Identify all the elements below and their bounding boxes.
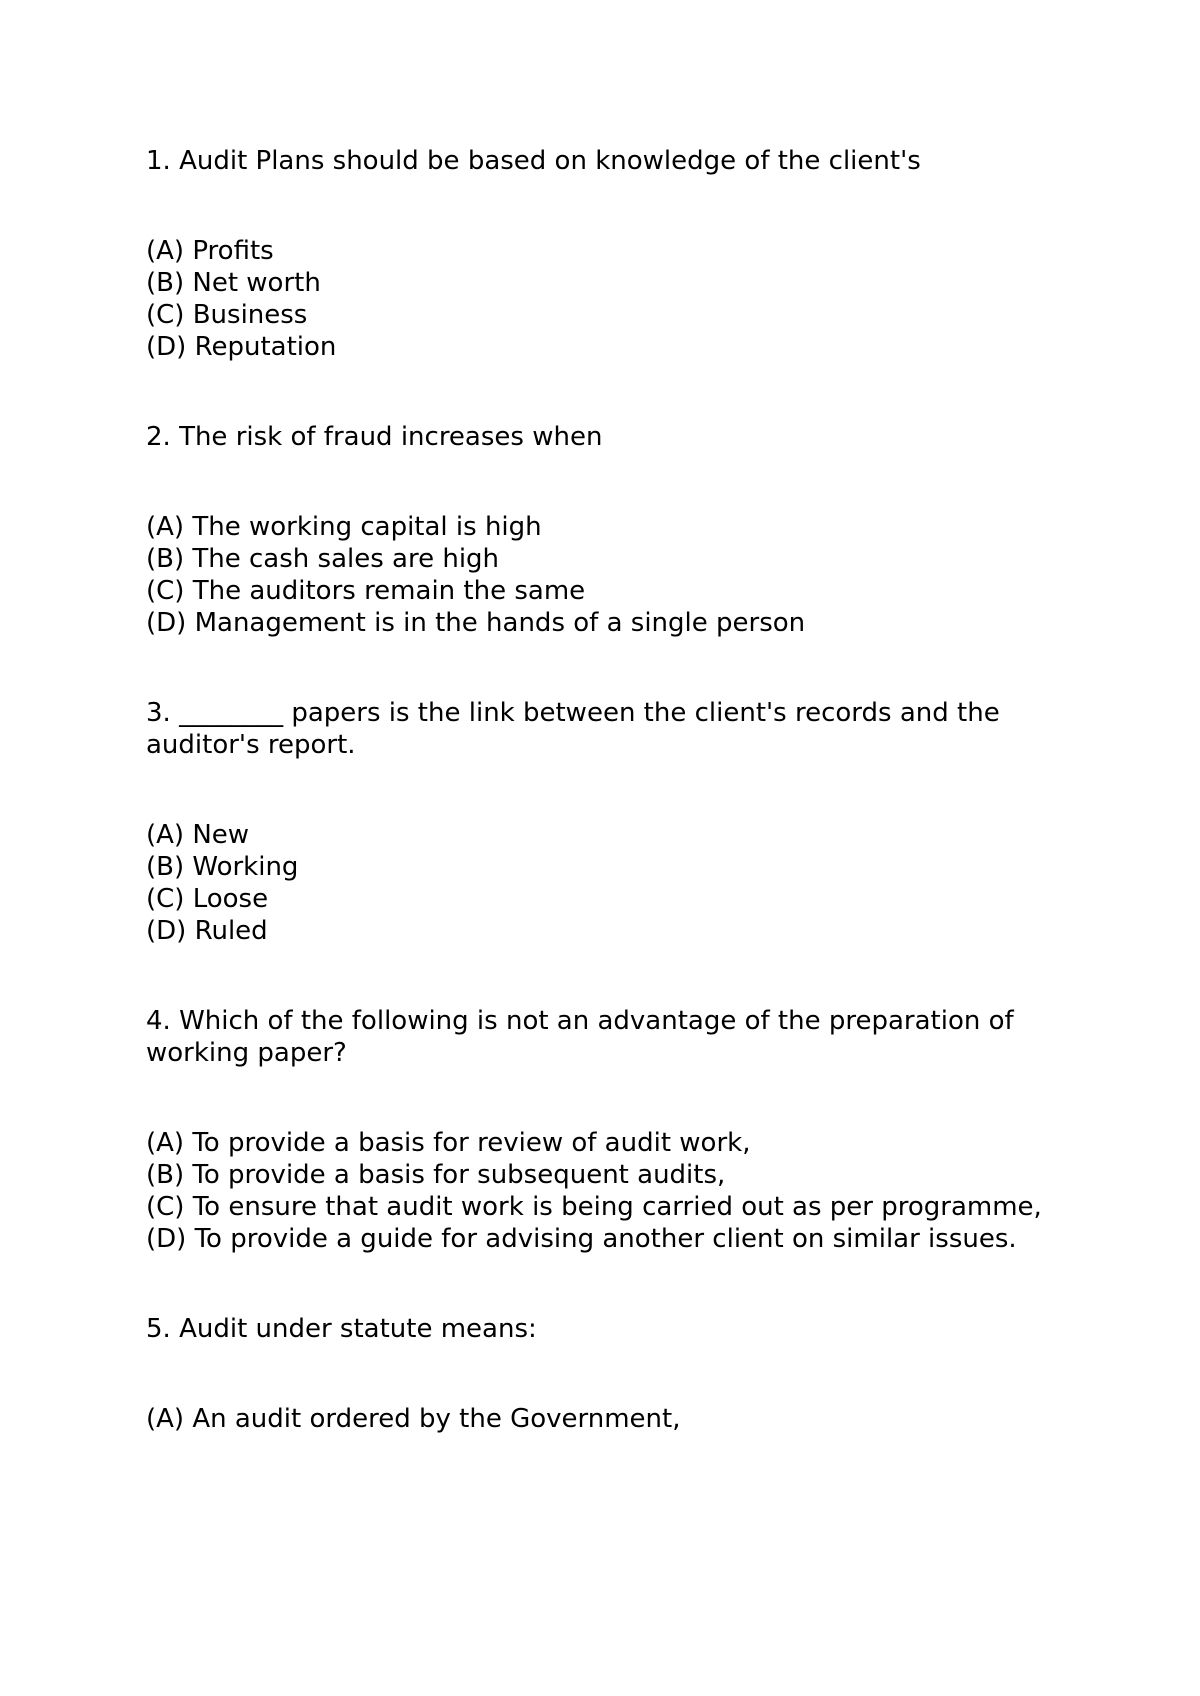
question-list	[146, 145, 1086, 1435]
option-a: (A) The working capital is high	[146, 512, 542, 542]
option-b: (B) Working	[146, 852, 299, 882]
option-a: (A) An audit ordered by the Government,	[146, 1404, 681, 1434]
question-3	[146, 697, 1086, 947]
option-d: (D) Management is in the hands of a single person	[146, 608, 806, 638]
question-5	[146, 1313, 1086, 1435]
question-text: 5. Audit under statute means:	[146, 1314, 537, 1344]
option-d: (D) To provide a guide for advising another client on similar issues.	[146, 1224, 1017, 1254]
option-d: (D) Ruled	[146, 916, 268, 946]
question-1	[146, 145, 1086, 363]
question-2	[146, 421, 1086, 639]
option-a: (A) New	[146, 820, 250, 850]
option-a: (A) To provide a basis for review of audit work,	[146, 1128, 751, 1158]
question-4	[146, 1005, 1086, 1255]
question-text: 2. The risk of fraud increases when	[146, 422, 603, 452]
option-c: (C) The auditors remain the same	[146, 576, 586, 606]
option-c: (C) To ensure that audit work is being carried out as per programme,	[146, 1192, 1042, 1222]
option-b: (B) To provide a basis for subsequent audits,	[146, 1160, 726, 1190]
question-text: 4. Which of the following is not an advantage of the preparation of working paper?	[146, 1006, 1022, 1068]
option-d: (D) Reputation	[146, 332, 337, 362]
option-a: (A) Profits	[146, 236, 274, 266]
option-b: (B) The cash sales are high	[146, 544, 500, 574]
option-b: (B) Net worth	[146, 268, 321, 298]
question-text: 1. Audit Plans should be based on knowledge of the client's	[146, 146, 921, 176]
question-text: 3. ________ papers is the link between the client's records and the auditor's report.	[146, 698, 1008, 760]
option-c: (C) Business	[146, 300, 308, 330]
option-c: (C) Loose	[146, 884, 269, 914]
